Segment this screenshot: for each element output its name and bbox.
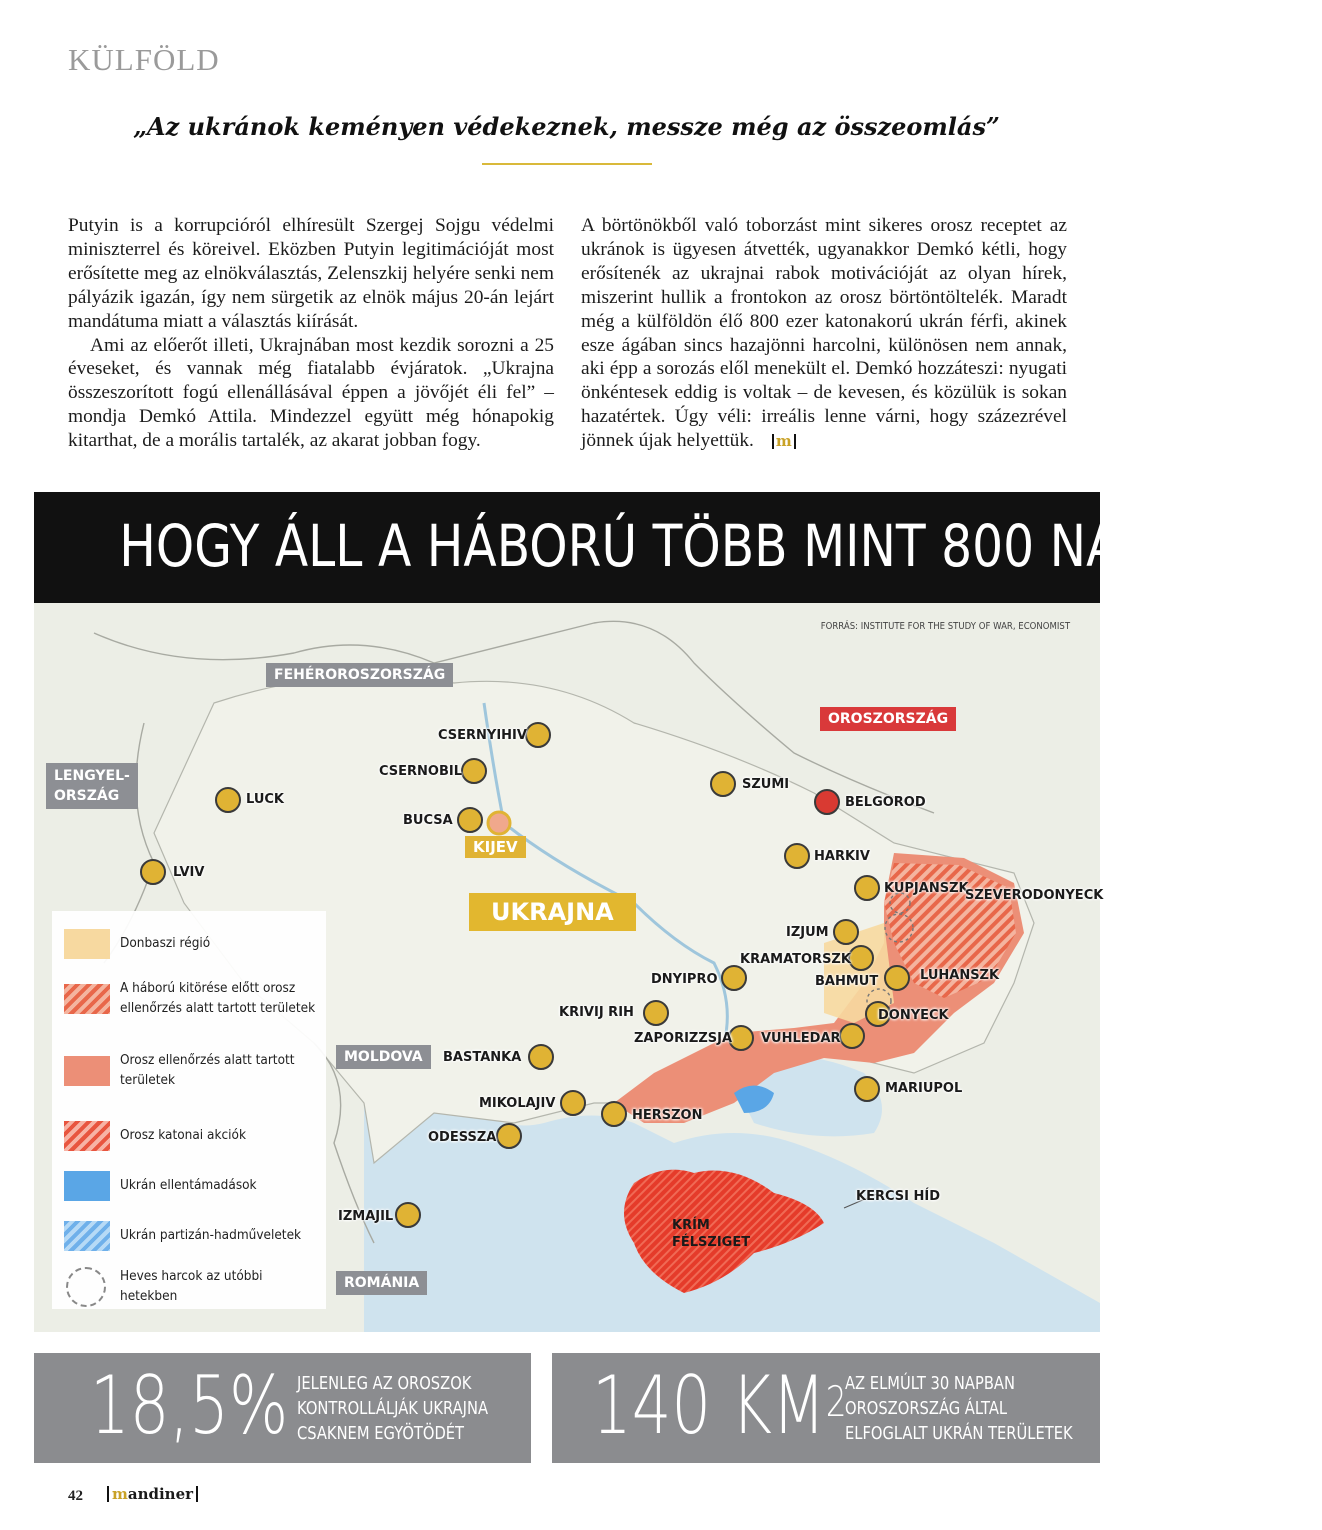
- article-paragraph: Putyin is a korrupcióról elhíresült Szergej Sojgu védelmi miniszterrel és köreivel. Eközben Putyin legitimációját most erősítette meg az elnökválasztás, Zelenszkij helyére senki nem pályázik igazán, így nem sürgetik az elnök május 20-án lejárt mandátuma miatt a választás kiírását.: [68, 215, 554, 332]
- legend-label: Donbaszi régió: [120, 936, 211, 951]
- city-label-zaporizzsja: ZAPORIZZSJA: [634, 1031, 733, 1046]
- city-marker-bucsa: [457, 807, 483, 833]
- stat-description-line: CSAKNEM EGYÖTÖDÉT: [297, 1424, 465, 1444]
- city-label-kupjanszk: KUPJANSZK: [884, 881, 969, 896]
- country-label-ukraine: UKRAJNA: [469, 893, 636, 931]
- city-marker-bastanka: [528, 1044, 554, 1070]
- city-label-luhanszk: LUHANSZK: [920, 968, 1000, 983]
- city-label-szeverodonyeck: SZEVERODONYECK: [965, 888, 1104, 903]
- city-label-odessza: ODESSZA: [428, 1130, 497, 1145]
- brand-logo-text: andiner: [127, 1485, 194, 1503]
- city-marker-belgorod: [814, 789, 840, 815]
- city-marker-luck: [215, 787, 241, 813]
- country-label-romania: ROMÁNIA: [336, 1271, 427, 1295]
- city-label-dnyipro: DNYIPRO: [651, 972, 718, 987]
- article-paragraph: Ami az előerőt illeti, Ukrajnában most kezdik sorozni a 25 éveseket, és vannak még fiatalabb évjáratok. „Ukrajna összeszorított fogú ellenállásával éppen a jövőjét éli fel” – mondja Demkó Attila. Mindezzel együtt még hónapokig kitarthat, de a morális tartalék, az akarat jobban fogy.: [68, 334, 554, 452]
- city-label-lviv: LVIV: [173, 865, 205, 880]
- city-marker-odessza: [496, 1123, 522, 1149]
- legend-swatch-heavy-fighting: [66, 1267, 106, 1307]
- brand-logo: [107, 1486, 198, 1502]
- infographic-title: HOGY ÁLL A HÁBORÚ TÖBB MINT 800 NAP UTÁN?: [119, 512, 1322, 580]
- city-label-kramatorszk: KRAMATORSZK: [740, 952, 851, 967]
- stat-description: [845, 1372, 1073, 1447]
- legend-item: [64, 1267, 340, 1307]
- war-map: [34, 603, 1104, 1332]
- city-label-csernobil: CSERNOBIL: [379, 764, 462, 779]
- city-marker-csernyihiv: [525, 722, 551, 748]
- stat-value: 18,5%: [90, 1359, 289, 1452]
- city-label-harkiv: HARKIV: [814, 849, 870, 864]
- legend-label: Ukrán partizán-hadműveletek: [120, 1228, 302, 1243]
- city-label-izjum: IZJUM: [786, 925, 829, 940]
- city-marker-harkiv: [784, 843, 810, 869]
- country-label-line: ORSZÁG: [54, 788, 120, 804]
- stat-description-line: AZ ELMÚLT 30 NAPBAN: [845, 1374, 1015, 1394]
- legend-label: Ukrán ellentámadások: [120, 1178, 257, 1193]
- page-number: 42: [68, 1488, 83, 1504]
- article-end-mark: m: [772, 434, 796, 449]
- city-marker-krivij-rih: [643, 1000, 669, 1026]
- city-label-krivij-rih: KRIVIJ RIH: [559, 1005, 634, 1020]
- legend-swatch-occupied: [64, 1056, 110, 1086]
- stat-description-line: KONTROLLÁLJÁK UKRAJNA: [297, 1399, 489, 1419]
- label-crimea: [672, 1217, 750, 1251]
- stat-value-number: 140 KM: [592, 1359, 826, 1452]
- city-label-bahmut: BAHMUT: [815, 974, 879, 989]
- country-label-belarus: FEHÉROROSZORSZÁG: [266, 663, 453, 687]
- legend-swatch-donbas: [64, 929, 110, 959]
- city-label-herszon: HERSZON: [632, 1108, 703, 1123]
- legend-label: A háború kitörése előtt orosz ellenőrzés alatt tartott területek: [120, 981, 316, 1016]
- city-label-bucsa: BUCSA: [403, 813, 453, 828]
- city-marker-bahmut: [884, 965, 910, 991]
- stat-panel-territory-share: [34, 1353, 531, 1463]
- legend-label: Orosz ellenőrzés alatt tartott területek: [120, 1053, 295, 1088]
- legend-item: [64, 1221, 340, 1251]
- brand-logo-m: m: [112, 1485, 128, 1503]
- capital-label-kyiv: KIJEV: [465, 836, 526, 858]
- stat-panel-captured-area: [552, 1353, 1100, 1463]
- city-marker-vuhledar: [839, 1023, 865, 1049]
- city-marker-szumi: [710, 771, 736, 797]
- article-paragraph: [581, 214, 1067, 453]
- city-marker-izmajil: [395, 1202, 421, 1228]
- kyiv-marker: [488, 812, 510, 834]
- quote-divider: [482, 163, 652, 165]
- city-marker-kramatorszk: [848, 945, 874, 971]
- legend-swatch-partisan: [64, 1221, 110, 1251]
- country-label-poland: [46, 763, 138, 809]
- legend-item: [64, 1051, 340, 1091]
- city-label-luck: LUCK: [246, 792, 284, 807]
- legend-swatch-pre-war: [64, 984, 110, 1014]
- article-column-left: [68, 214, 554, 453]
- city-marker-izjum: [833, 919, 859, 945]
- stat-description: [297, 1372, 488, 1447]
- city-label-mariupol: MARIUPOL: [885, 1081, 963, 1096]
- city-label-vuhledar: VUHLEDAR: [761, 1031, 841, 1046]
- label-line: KRÍM: [672, 1218, 710, 1233]
- infographic-banner: [34, 492, 1322, 603]
- legend-swatch-counter: [64, 1171, 110, 1201]
- legend-item: [64, 1121, 340, 1151]
- article-column-right: [581, 214, 1067, 453]
- city-label-csernyihiv: CSERNYIHIV: [438, 728, 527, 743]
- stat-value: [592, 1361, 847, 1451]
- legend-swatch-military: [64, 1121, 110, 1151]
- city-label-donyeck: DONYECK: [878, 1008, 949, 1023]
- city-marker-kupjanszk: [854, 875, 880, 901]
- pull-quote: „Az ukránok keményen védekeznek, messze még az összeomlás”: [133, 112, 1000, 141]
- legend-item: [64, 1171, 340, 1201]
- legend-label: Orosz katonai akciók: [120, 1128, 246, 1143]
- legend-label: Heves harcok az utóbbi hetekben: [120, 1269, 263, 1304]
- article-text: A börtönökből való toborzást mint sikeres orosz receptet az ukránok is ügyesen átvették, ugyanakkor Demkó kétli, hogy erősítenék az ukrajnai rabok motivációját az olyan hírek, miszerint hullik a frontokon az orosz börtöntöltelék. Maradt még a külföldön élő 800 ezer katonakorú ukrán férfi, akinek esze ágában sincs hazajönni harcolni, különösen nem annak, aki épp a sorozás elől menekült el. Demkó hozzáteszi: nyugati önkéntesek eddig is voltak – de kevesen, és közülük is sokan hazatértek. Úgy véli: irreális lenne várni, hogy százezrével jönnek újak helyettük.: [581, 215, 1067, 452]
- country-label-moldova: MOLDOVA: [336, 1045, 431, 1069]
- legend-item: [64, 979, 340, 1019]
- city-marker-dnyipro: [721, 965, 747, 991]
- country-label-russia: OROSZORSZÁG: [820, 707, 956, 731]
- section-label: KÜLFÖLD: [68, 42, 220, 77]
- city-marker-mariupol: [854, 1076, 880, 1102]
- map-legend: [52, 911, 326, 1309]
- city-label-belgorod: BELGOROD: [845, 795, 926, 810]
- city-marker-mikolajiv: [560, 1090, 586, 1116]
- stat-description-line: OROSZORSZÁG ÁLTAL: [845, 1399, 1008, 1419]
- city-marker-csernobil: [461, 758, 487, 784]
- city-label-izmajil: IZMAJIL: [338, 1209, 394, 1224]
- stat-description-line: ELFOGLALT UKRÁN TERÜLETEK: [845, 1424, 1073, 1444]
- stat-description-line: JELENLEG AZ OROSZOK: [297, 1374, 472, 1394]
- city-label-szumi: SZUMI: [742, 777, 790, 792]
- label-kerch-bridge: KERCSI HÍD: [856, 1189, 940, 1204]
- city-marker-lviv: [140, 859, 166, 885]
- legend-item: [64, 929, 340, 959]
- country-label-line: LENGYEL-: [54, 768, 130, 784]
- city-label-mikolajiv: MIKOLAJIV: [479, 1096, 556, 1111]
- map-source: FORRÁS: INSTITUTE FOR THE STUDY OF WAR, ECONOMIST: [820, 621, 1070, 632]
- city-label-bastanka: BASTANKA: [443, 1050, 522, 1065]
- label-line: FÉLSZIGET: [672, 1235, 751, 1250]
- stat-value-unit-exponent: 2: [825, 1377, 847, 1426]
- city-marker-herszon: [601, 1101, 627, 1127]
